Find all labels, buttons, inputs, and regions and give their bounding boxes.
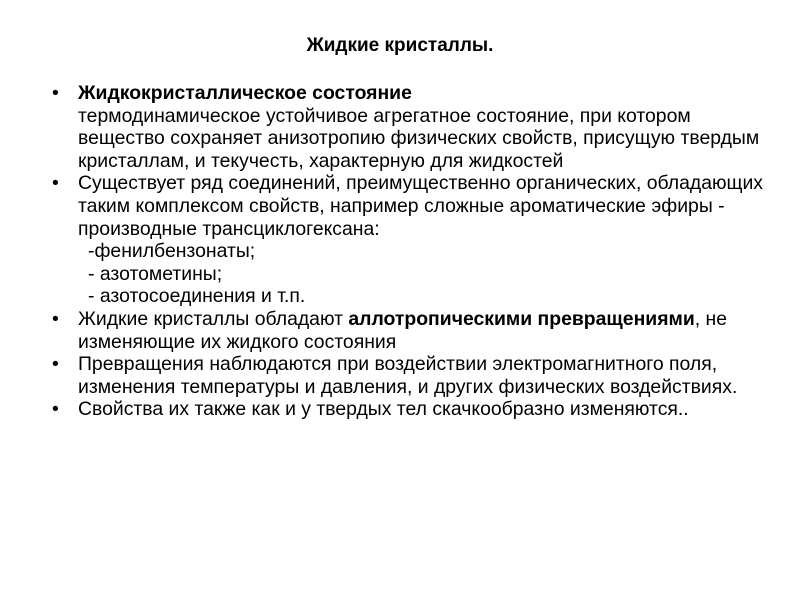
bullet-icon: • xyxy=(52,172,59,195)
bullet-text: , не изменяющие их жидкого состояния xyxy=(78,307,728,353)
bullet-term: Жидкокристаллическое состояние xyxy=(78,82,412,104)
bullet-text: Превращения наблюдаются при воздействии электромагнитного поля, изменения температуры и давления, и других физических воздействиях. xyxy=(78,353,738,398)
bullet-icon: • xyxy=(52,353,59,376)
sub-item: - азотометины; xyxy=(88,262,223,285)
sub-item: -фенилбензонаты; xyxy=(88,240,256,263)
bullet-item-compounds xyxy=(52,172,772,308)
bullet-text: Жидкие кристаллы обладают xyxy=(78,307,343,330)
sub-item: - азотосоединения и т.п. xyxy=(88,285,306,308)
bullet-text: Свойства их также как и у твердых тел скачкообразно изменяются.. xyxy=(78,398,689,421)
bullet-icon: • xyxy=(52,307,59,330)
bullet-list xyxy=(52,82,772,421)
bullet-item-transformations xyxy=(52,353,772,398)
bullet-icon: • xyxy=(52,398,59,421)
bullet-text: Существует ряд соединений, преимущественно органических, обладающих таким комплексом свойств, например сложные ароматические эфиры - производные трансциклогексана: xyxy=(78,172,764,240)
bullet-text: термодинамическое устойчивое агрегатное состояние, при котором вещество сохраняет анизотропию физических свойств, присущую твердым кристаллам, и текучесть, характерную для жидкостей xyxy=(78,104,760,172)
bullet-item-properties xyxy=(52,398,772,421)
bullet-item-definition xyxy=(52,82,772,172)
slide-title: Жидкие кристаллы. xyxy=(306,35,494,56)
bullet-icon: • xyxy=(52,82,59,104)
bullet-term: аллотропическими превращениями xyxy=(348,307,695,330)
bullet-item-allotropy xyxy=(52,308,772,353)
